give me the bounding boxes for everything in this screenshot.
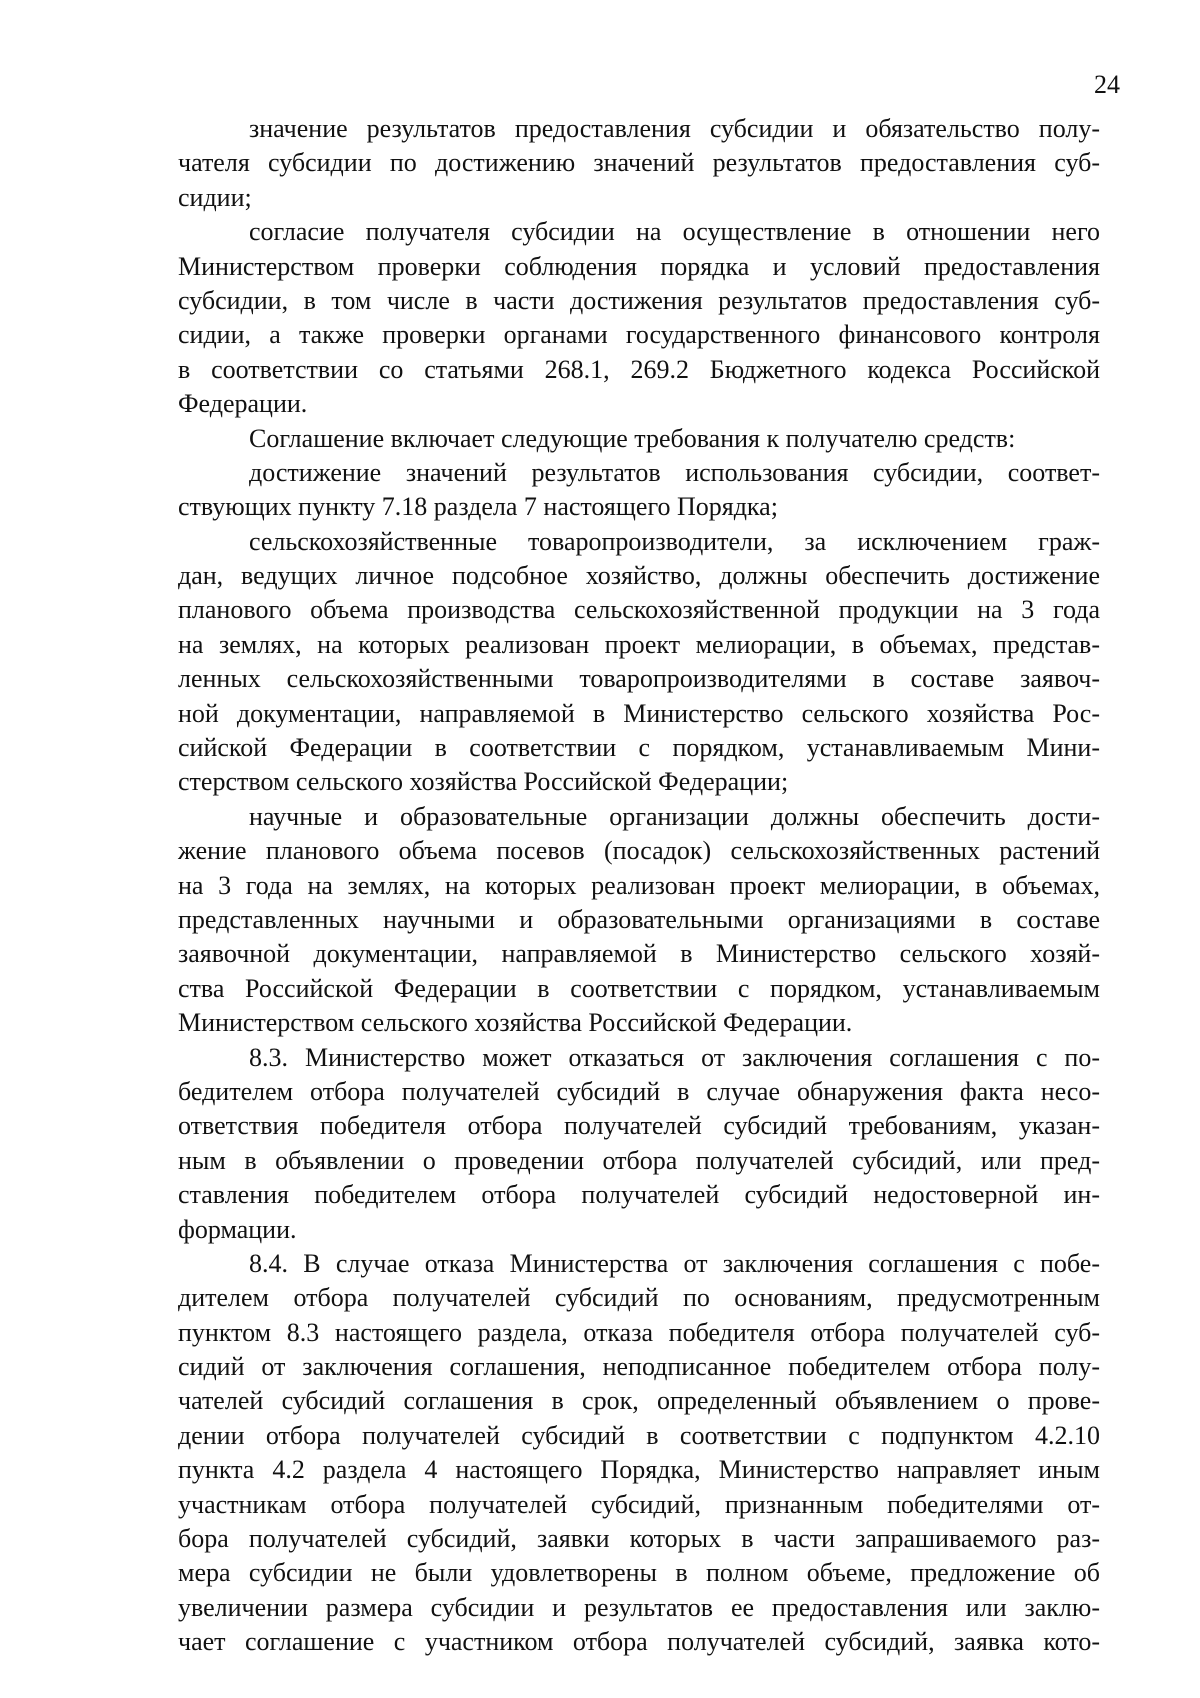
text-line: дении отбора получателей субсидий в соответствии с подпунктом 4.2.10 bbox=[178, 1420, 1100, 1450]
text-line: ным в объявлении о проведении отбора получателей субсидий, или пред- bbox=[178, 1145, 1100, 1175]
text-line: увеличении размера субсидии и результатов ее предоставления или заклю- bbox=[178, 1592, 1100, 1622]
text-line: сельскохозяйственные товаропроизводители, за исключением граж- bbox=[249, 526, 1100, 556]
text-line: согласие получателя субсидии на осуществление в отношении него bbox=[249, 217, 1100, 247]
text-line: сидий от заключения соглашения, неподписанное победителем отбора полу- bbox=[178, 1352, 1100, 1382]
text-line: участникам отбора получателей субсидий, признанным победителями от- bbox=[178, 1489, 1100, 1519]
text-line: Министерством сельского хозяйства Российской Федерации. bbox=[178, 1008, 853, 1038]
body-text bbox=[178, 112, 1100, 1660]
text-line: чает соглашение с участником отбора получателей субсидий, заявка кото- bbox=[178, 1627, 1100, 1657]
text-line: на 3 года на землях, на которых реализован проект мелиорации, в объемах, bbox=[178, 870, 1100, 900]
text-line: мера субсидии не были удовлетворены в полном объеме, предложение об bbox=[178, 1558, 1100, 1588]
text-line: представленных научными и образовательными организациями в составе bbox=[178, 904, 1100, 934]
text-line: научные и образовательные организации должны обеспечить дости- bbox=[249, 801, 1100, 831]
text-line: ленных сельскохозяйственными товаропроизводителями в составе заявоч- bbox=[178, 664, 1100, 694]
text-line: жение планового объема посевов (посадок) сельскохозяйственных растений bbox=[178, 836, 1100, 866]
page-number: 24 bbox=[1094, 70, 1120, 99]
text-line: ответствия победителя отбора получателей субсидий требованиям, указан- bbox=[178, 1111, 1100, 1141]
text-line: 8.4. В случае отказа Министерства от заключения соглашения с побе- bbox=[249, 1248, 1100, 1278]
text-line: формации. bbox=[178, 1214, 297, 1244]
text-line: Федерации. bbox=[178, 389, 308, 419]
text-line: Министерством проверки соблюдения порядка и условий предоставления bbox=[178, 251, 1100, 281]
text-line: ства Российской Федерации в соответствии с порядком, устанавливаемым bbox=[178, 973, 1100, 1003]
text-line: 8.3. Министерство может отказаться от заключения соглашения с по- bbox=[249, 1042, 1100, 1072]
text-line: бедителем отбора получателей субсидий в случае обнаружения факта несо- bbox=[178, 1076, 1100, 1106]
text-line: на землях, на которых реализован проект мелиорации, в объемах, представ- bbox=[178, 629, 1100, 659]
text-line: Соглашение включает следующие требования к получателю средств: bbox=[249, 423, 1016, 453]
text-line: сидии; bbox=[178, 182, 252, 212]
text-line: дителем отбора получателей субсидий по основаниям, предусмотренным bbox=[178, 1283, 1100, 1313]
text-line: пункта 4.2 раздела 4 настоящего Порядка, Министерство направляет иным bbox=[178, 1455, 1100, 1485]
text-line: ной документации, направляемой в Министерство сельского хозяйства Рос- bbox=[178, 698, 1100, 728]
text-line: заявочной документации, направляемой в Министерство сельского хозяй- bbox=[178, 939, 1100, 969]
text-line: в соответствии со статьями 268.1, 269.2 Бюджетного кодекса Российской bbox=[178, 354, 1100, 384]
text-line: дан, ведущих личное подсобное хозяйство, должны обеспечить достижение bbox=[178, 561, 1100, 591]
text-line: сидии, а также проверки органами государственного финансового контроля bbox=[178, 320, 1100, 350]
text-line: ставления победителем отбора получателей субсидий недостоверной ин- bbox=[178, 1180, 1100, 1210]
text-line: планового объема производства сельскохозяйственной продукции на 3 года bbox=[178, 595, 1100, 625]
text-line: бора получателей субсидий, заявки которых в части запрашиваемого раз- bbox=[178, 1524, 1100, 1554]
text-line: стерством сельского хозяйства Российской Федерации; bbox=[178, 767, 789, 797]
text-line: ствующих пункту 7.18 раздела 7 настоящего Порядка; bbox=[178, 492, 778, 522]
text-line: сийской Федерации в соответствии с порядком, устанавливаемым Мини- bbox=[178, 733, 1100, 763]
text-line: значение результатов предоставления субсидии и обязательство полу- bbox=[249, 114, 1100, 143]
text-line: пунктом 8.3 настоящего раздела, отказа победителя отбора получателей суб- bbox=[178, 1317, 1100, 1347]
text-line: чателей субсидий соглашения в срок, определенный объявлением о прове- bbox=[178, 1386, 1100, 1416]
text-line: субсидии, в том числе в части достижения результатов предоставления суб- bbox=[178, 285, 1100, 315]
text-line: достижение значений результатов использования субсидии, соответ- bbox=[249, 457, 1100, 487]
text-line: чателя субсидии по достижению значений результатов предоставления суб- bbox=[178, 148, 1100, 178]
